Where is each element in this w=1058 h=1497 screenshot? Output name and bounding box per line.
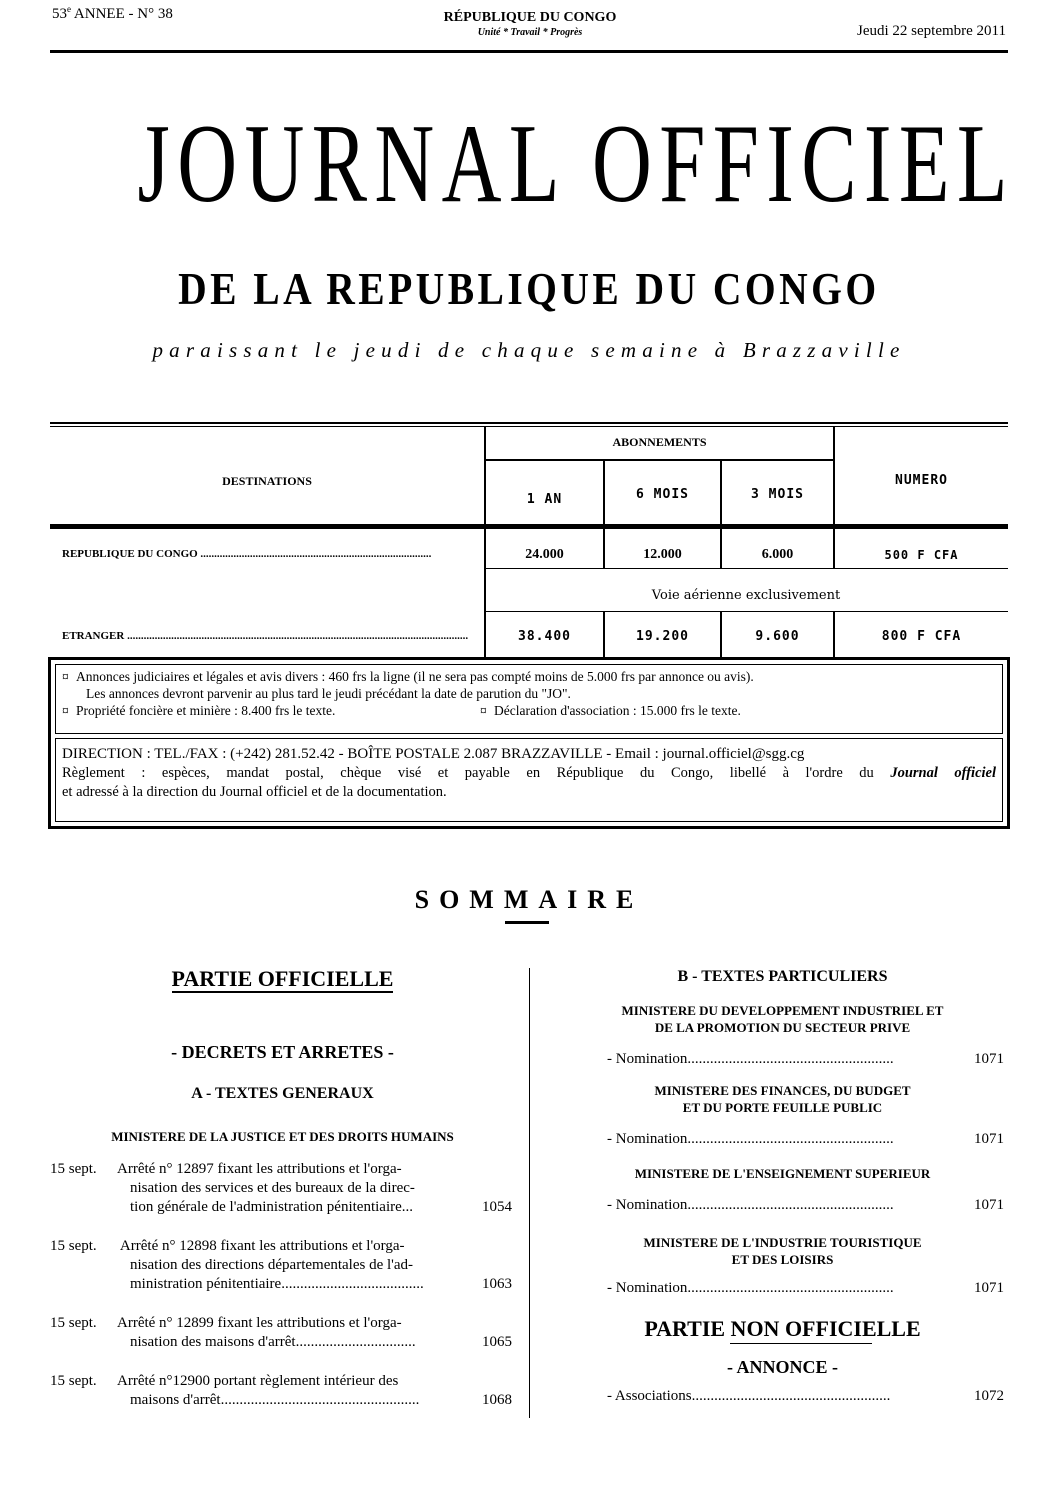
table-rule: [484, 568, 1008, 569]
table-rule: [484, 611, 1008, 612]
entry-date: 15 sept.: [50, 1161, 97, 1177]
ministry-name-line: ET DES LOISIRS: [731, 1252, 834, 1267]
nomination-page: 1071: [974, 1197, 1004, 1213]
subscription-table: [50, 422, 1008, 658]
section-annonce: - ANNONCE -: [727, 1357, 838, 1377]
air-mail-note: Voie aérienne exclusivement: [651, 588, 841, 603]
journal-subtitle-wrap: [0, 263, 1058, 314]
price-congo-3mois: 6.000: [761, 547, 794, 562]
partie-underline: [730, 1343, 872, 1344]
nomination-page: 1071: [974, 1051, 1004, 1067]
ministry-name-line: MINISTERE DES FINANCES, DU BUDGET: [654, 1083, 911, 1098]
header-rule: [50, 50, 1008, 53]
col-3-mois: 3 MOIS: [751, 487, 804, 502]
entry-text: [117, 1372, 462, 1410]
entry-line: maisons d'arrêt.....................................................: [130, 1392, 420, 1408]
ministry-tourisme: [555, 1234, 1010, 1268]
left-column: [50, 966, 515, 992]
notice-propriete: Propriété foncière et minière : 8.400 frs le texte.: [76, 703, 336, 718]
direction-box: [55, 738, 1003, 822]
entry-line: nisation des services et des bureaux de la direc-: [130, 1180, 415, 1196]
republic-header: [330, 10, 730, 38]
entry-line: ministration pénitentiaire......................................: [130, 1276, 424, 1292]
info-box: [48, 657, 1010, 829]
subsection-textes-generaux: A - TEXTES GENERAUX: [191, 1085, 374, 1102]
col-abonnements: ABONNEMENTS: [612, 435, 707, 449]
subsection-textes-particuliers: B - TEXTES PARTICULIERS: [677, 968, 888, 985]
entry-date: 15 sept.: [50, 1238, 97, 1254]
price-congo-6mois: 12.000: [643, 547, 682, 562]
col-numero: NUMERO: [895, 473, 948, 488]
entry-line: nisation des maisons d'arrêt................................: [130, 1334, 416, 1350]
col-1-an: 1 AN: [526, 492, 563, 507]
entry-line: Arrêté n° 12899 fixant les attributions et l'orga-: [117, 1315, 402, 1331]
partie-officielle-label: PARTIE OFFICIELLE: [171, 966, 394, 991]
direction-contact: DIRECTION : TEL./FAX : (+242) 281.52.42 - BOÎTE POSTALE 2.087 BRAZZAVILLE - Email : journal.officiel@sgg.cg: [62, 746, 805, 762]
year-superscript: e: [67, 4, 71, 14]
notice-declaration: Déclaration d'association : 15.000 frs le texte.: [494, 703, 741, 718]
price-etranger-6mois: 19.200: [636, 629, 689, 644]
ministry-name-line: MINISTERE DE L'ENSEIGNEMENT SUPERIEUR: [634, 1166, 931, 1181]
direction-address: et adressé à la direction du Journal officiel et de la documentation.: [62, 784, 447, 800]
notice-line: [62, 668, 996, 685]
republic-motto: Unité * Travail * Progrès: [477, 27, 583, 38]
ministry-name-line: MINISTERE DE L'INDUSTRIE TOURISTIQUE: [643, 1235, 922, 1250]
bullet-icon: ¤: [480, 703, 487, 718]
entry-text: [117, 1314, 462, 1352]
column-separator: [529, 968, 530, 1418]
section-decrets: - DECRETS ET ARRETES -: [171, 1042, 394, 1062]
entry-date: 15 sept.: [50, 1373, 97, 1389]
issue-label: ANNEE - N° 38: [71, 6, 173, 22]
entry-date: 15 sept.: [50, 1315, 97, 1331]
price-congo-1an: 24.000: [525, 547, 564, 562]
entry-text: [117, 1160, 462, 1217]
partie-non-officielle-label: PARTIE NON OFFICIELLE: [644, 1316, 921, 1341]
entry-text: [117, 1237, 462, 1294]
toc-entry[interactable]: [50, 1372, 512, 1412]
table-header-rule: [50, 524, 1008, 529]
nomination-page: 1071: [974, 1131, 1004, 1147]
ministry-name-line: DE LA PROMOTION DU SECTEUR PRIVE: [654, 1020, 911, 1035]
entry-line: nisation des directions départementales de l'ad-: [130, 1257, 414, 1273]
issue-date: Jeudi 22 septembre 2011: [857, 23, 1006, 39]
toc-entry[interactable]: [50, 1160, 512, 1220]
toc-entry[interactable]: [50, 1314, 512, 1354]
partie-non-officielle: [555, 1316, 1010, 1342]
table-rule: [484, 459, 835, 461]
notices-box: [55, 664, 1003, 734]
bullet-icon: ¤: [62, 669, 69, 684]
year-number: 53: [52, 6, 67, 22]
notice-declaration-wrap: [480, 702, 741, 719]
ministry-finances: [555, 1082, 1010, 1116]
entry-line: tion générale de l'administration pénitentiaire...: [130, 1199, 414, 1215]
col-6-mois: 6 MOIS: [636, 487, 689, 502]
bullet-icon: ¤: [62, 703, 69, 718]
notice-line: [62, 702, 996, 719]
price-congo-numero: 500 F CFA: [884, 548, 959, 562]
entry-page: 1054: [482, 1199, 512, 1215]
sommaire-rule: [505, 921, 549, 924]
entry-line: Arrêté n° 12897 fixant les attributions et l'orga-: [117, 1161, 402, 1177]
price-etranger-3mois: 9.600: [755, 629, 800, 644]
entry-page: 1063: [482, 1276, 512, 1292]
sommaire-title: SOMMAIRE: [414, 885, 644, 914]
notice-annonces: Annonces judiciaires et légales et avis divers : 460 frs la ligne (il ne sera pas compté moins de 5.000 frs par annonce ou avis).: [76, 669, 754, 684]
partie-officielle: [50, 966, 515, 992]
issue-number: [52, 4, 173, 23]
ministry-name-line: ET DU PORTE FEUILLE PUBLIC: [682, 1100, 883, 1115]
price-etranger-1an: 38.400: [518, 629, 571, 644]
entry-line: Arrêté n° 12898 fixant les attributions et l'orga-: [117, 1238, 405, 1254]
direction-reglement: [62, 764, 996, 783]
entry-line: Arrêté n°12900 portant règlement intérieur des: [117, 1373, 399, 1389]
ministry-justice: MINISTERE DE LA JUSTICE ET DES DROITS HUMAINS: [111, 1129, 454, 1144]
toc-entry[interactable]: [50, 1237, 512, 1297]
nomination-label: - Nomination.......................................................: [607, 1131, 894, 1147]
reglement-text: Règlement : espèces, mandat postal, chèque visé et payable en République du Congo, libellé à l'ordre du: [62, 765, 891, 781]
associations-page: 1072: [974, 1388, 1004, 1404]
partie-non-officielle-wrap: [644, 1316, 920, 1342]
masthead: [0, 102, 1058, 226]
nomination-label: - Nomination.......................................................: [607, 1280, 894, 1296]
journal-tagline: paraissant le jeudi de chaque semaine à Brazzaville: [152, 338, 906, 362]
entry-page: 1065: [482, 1334, 512, 1350]
nomination-label: - Nomination.......................................................: [607, 1197, 894, 1213]
table-top-rule: [50, 422, 1008, 427]
nomination-label: - Nomination.......................................................: [607, 1051, 894, 1067]
ministry-enseignement: [555, 1165, 1010, 1182]
entry-page: 1068: [482, 1392, 512, 1408]
journal-subtitle: DE LA REPUBLIQUE DU CONGO: [178, 263, 880, 314]
ministry-name-line: MINISTERE DU DEVELOPPEMENT INDUSTRIEL ET: [621, 1003, 944, 1018]
destination-congo: REPUBLIQUE DU CONGO ....................................................................................: [62, 548, 432, 560]
nomination-page: 1071: [974, 1280, 1004, 1296]
col-destinations: DESTINATIONS: [222, 474, 312, 488]
price-etranger-numero: 800 F CFA: [881, 629, 962, 644]
associations-label: - Associations.....................................................: [607, 1388, 891, 1404]
table-divider: [484, 427, 486, 658]
ministry-developpement: [555, 1002, 1010, 1036]
republic-name: RÉPUBLIQUE DU CONGO: [443, 10, 617, 25]
journal-title: JOURNAL OFFICIEL: [137, 102, 1015, 226]
notice-deadline: Les annonces devront parvenir au plus tard le jeudi précédant la date de parution du "JO".: [86, 686, 571, 701]
journal-officiel-italic: Journal officiel: [890, 765, 997, 781]
destination-etranger: ETRANGER ............................................................................................................................: [62, 630, 469, 642]
